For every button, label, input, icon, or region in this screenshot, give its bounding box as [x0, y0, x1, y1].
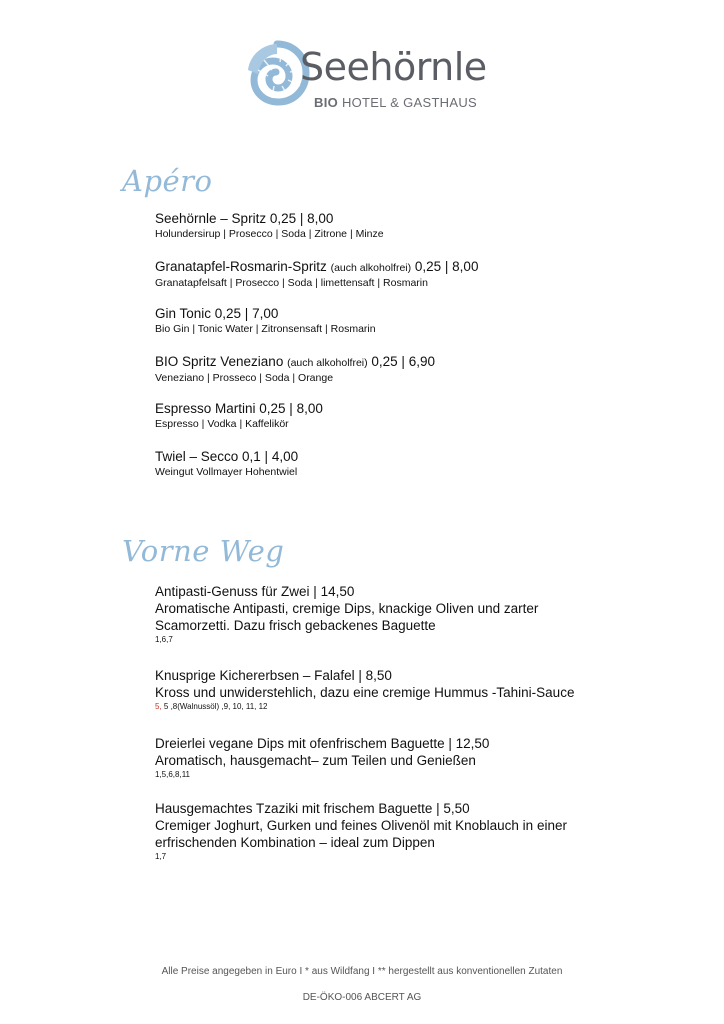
dish-description: Aromatische Antipasti, cremige Dips, knackige Oliven und zarter — [155, 601, 539, 616]
menu-item — [155, 401, 635, 431]
dish-item — [155, 583, 635, 645]
item-description: Espresso | Vodka | Kaffelikör — [155, 418, 289, 430]
dish-description: erfrischenden Kombination – ideal zum Dippen — [155, 835, 435, 850]
dish-title: Hausgemachtes Tzaziki mit frischem Baguette | 5,50 — [155, 801, 470, 816]
allergen-codes: 1,5,6,8,11 — [155, 770, 190, 779]
brand-logo — [244, 40, 504, 114]
dish-description: Kross und unwiderstehlich, dazu eine cremige Hummus -Tahini-Sauce — [155, 685, 575, 700]
item-description: Weingut Vollmayer Hohentwiel — [155, 466, 298, 478]
allergen-codes: 1,7 — [155, 852, 167, 861]
item-name: Gin Tonic 0,25 | 7,00 — [155, 306, 279, 321]
dish-title: Dreierlei vegane Dips mit ofenfrischem Baguette | 12,50 — [155, 736, 490, 751]
item-name: BIO Spritz Veneziano (auch alkoholfrei) 0,25 | 6,90 — [155, 354, 435, 369]
menu-item — [155, 211, 635, 241]
item-description: Bio Gin | Tonic Water | Zitronsensaft | Rosmarin — [155, 323, 376, 335]
dish-title: Knusprige Kichererbsen – Falafel | 8,50 — [155, 668, 392, 683]
menu-item — [155, 354, 635, 385]
section-title-apero: Apéro — [122, 164, 213, 198]
item-name: Seehörnle – Spritz 0,25 | 8,00 — [155, 211, 334, 226]
brand-tagline: BIO HOTEL & GASTHAUS — [314, 95, 478, 110]
menu-item — [155, 449, 635, 479]
dish-description: Aromatisch, hausgemacht– zum Teilen und Genießen — [155, 753, 476, 768]
certification-code: DE-ÖKO-006 ABCERT AG — [302, 992, 422, 1003]
item-description: Granatapfelsaft | Prosecco | Soda | limettensaft | Rosmarin — [155, 277, 428, 289]
dish-description: Scamorzetti. Dazu frisch gebackenes Baguette — [155, 618, 436, 633]
dish-item — [155, 667, 635, 712]
item-description: Veneziano | Prosseco | Soda | Orange — [155, 372, 334, 384]
item-description: Holundersirup | Prosecco | Soda | Zitrone | Minze — [155, 228, 384, 240]
allergen-codes: 5, 5 ,8(Walnussöl) ,9, 10, 11, 12 — [155, 702, 268, 711]
item-name: Granatapfel-Rosmarin-Spritz (auch alkoholfrei) 0,25 | 8,00 — [155, 259, 479, 274]
allergen-codes: 1,6,7 — [155, 635, 173, 644]
dish-title: Antipasti-Genuss für Zwei | 14,50 — [155, 584, 355, 599]
dish-description: Cremiger Joghurt, Gurken und feines Olivenöl mit Knoblauch in einer — [155, 818, 567, 833]
dish-item — [155, 800, 635, 862]
brand-name: Seehörnle — [300, 45, 487, 89]
footer-note: Alle Preise angegeben in Euro I * aus Wildfang I ** hergestellt aus konventionellen Zutaten — [161, 966, 563, 977]
section-title-vorne-weg: Vorne Weg — [122, 534, 285, 568]
menu-item — [155, 259, 635, 290]
dish-item — [155, 735, 635, 780]
menu-item — [155, 306, 635, 336]
item-name: Twiel – Secco 0,1 | 4,00 — [155, 449, 299, 464]
item-name: Espresso Martini 0,25 | 8,00 — [155, 401, 323, 416]
